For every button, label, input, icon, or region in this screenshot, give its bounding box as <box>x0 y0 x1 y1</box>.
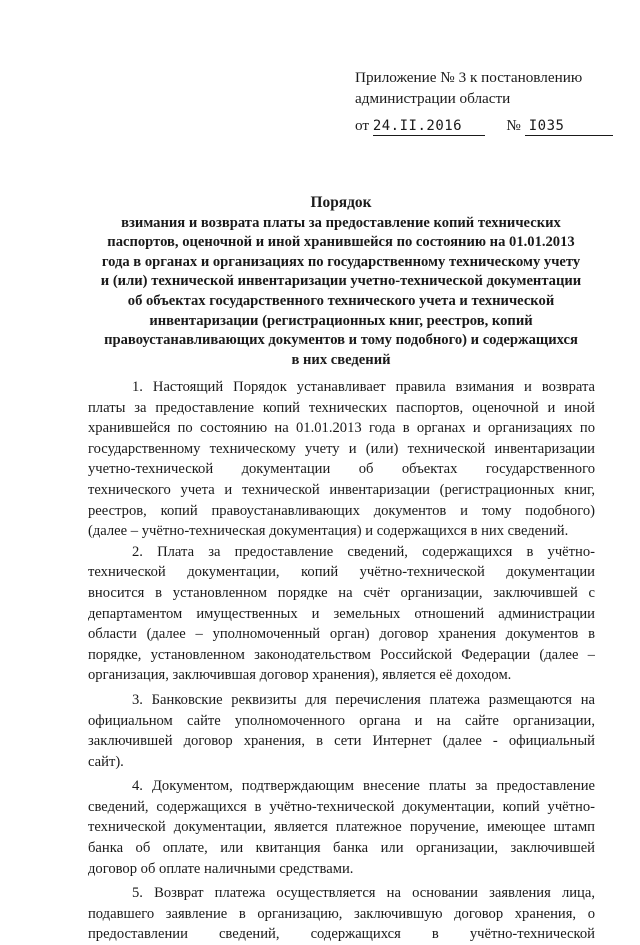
paragraph-line: технической документации, копий учётно-технической документации <box>88 564 595 581</box>
paragraph-line: официальном сайте уполномоченного органа и на сайте организации, <box>88 712 595 729</box>
paragraph <box>88 776 595 879</box>
paragraph-line: вносится в установленном порядке на счёт организации, заключившей с <box>88 584 595 601</box>
paragraph-line: подавшего заявление в организацию, заключившую договор хранения, о <box>88 905 595 922</box>
document-body <box>88 377 595 945</box>
paragraph-line: сайт). <box>88 753 124 770</box>
paragraph-line: договор об оплате наличными средствами. <box>88 860 354 877</box>
paragraph-line: 2. Плата за предоставление сведений, содержащихся в учётно- <box>132 543 595 560</box>
paragraph-line: предоставлении сведений, содержащихся в учётно-технической <box>88 926 595 943</box>
title-line: взимания и возврата платы за предоставление копий технических <box>121 214 561 231</box>
title-line: и (или) технической инвентаризации учетно-технической документации <box>100 273 582 290</box>
paragraph-line: организация, заключившая договор хранения), является её доходом. <box>88 667 512 684</box>
title-line: об объектах государственного технического учета и технической <box>127 292 555 309</box>
paragraph-line: 3. Банковские реквизиты для перечисления платежа размещаются на <box>132 691 595 708</box>
paragraph-line: области (далее – уполномоченный орган) договор хранения документов в <box>88 626 595 643</box>
paragraph-line: хранившейся по состоянию на 01.01.2013 года в органах и организациях по <box>88 420 595 437</box>
title-line: года в органах и организациях по государственному техническому учету <box>101 253 581 270</box>
number-prefix: № <box>506 117 521 134</box>
appendix-note <box>355 67 625 109</box>
paragraph-line: 1. Настоящий Порядок устанавливает правила взимания и возврата <box>132 379 595 395</box>
paragraph <box>88 690 595 772</box>
resolution-dateline <box>355 116 625 136</box>
paragraph-line: порядке, установленном законодательством Российской Федерации (далее – <box>88 646 595 663</box>
title-line: паспортов, оценочной и иной хранившейся по состоянию на 01.01.2013 <box>107 234 575 251</box>
paragraph <box>88 377 595 542</box>
paragraph <box>88 883 595 945</box>
paragraph-line: департаментом имущественных и земельных отношений администрации <box>88 605 595 622</box>
title-line: инвентаризации (регистрационных книг, реестров, копий <box>149 312 533 329</box>
title-line: в них сведений <box>291 351 391 368</box>
paragraph-line: реестров, копий правоустанавливающих документов и тому подобного) <box>88 502 595 519</box>
appendix-line: администрации области <box>355 90 511 107</box>
paragraph-line: 4. Документом, подтверждающим внесение платы за предоставление <box>132 778 595 795</box>
paragraph-line: платы за предоставление копий технических паспортов, оценочной и иной <box>88 399 595 416</box>
paragraph-line: (далее – учётно-техническая документация) и содержащихся в них сведений. <box>88 523 569 540</box>
paragraph-line: технического учета и технической инвентаризации (регистрационных книг, <box>88 481 595 498</box>
paragraph-line: 5. Возврат платежа осуществляется на основании заявления лица, <box>132 885 595 902</box>
paragraph-line: банка об оплате, или квитанция банка или организации, заключившей <box>88 840 595 857</box>
title-heading: Порядок <box>310 194 372 211</box>
resolution-date: 24.II.2016 <box>373 117 485 136</box>
appendix-line: Приложение № 3 к постановлению <box>355 69 583 86</box>
document-title <box>90 193 592 370</box>
paragraph-line: заключившей договор хранения, в сети Интернет (далее - официальный <box>88 733 595 750</box>
paragraph-line: учетно-технической документации об объектах государственного <box>88 461 595 478</box>
paragraph <box>88 542 595 686</box>
title-line: правоустанавливающих документов и тому подобного) и содержащихся <box>104 332 578 349</box>
paragraph-line: государственному техническому учету и (или) технической инвентаризации <box>88 440 595 457</box>
title-lines <box>90 214 592 371</box>
date-prefix: от <box>355 117 370 134</box>
paragraph-line: технической документации, является платежное поручение, имеющее штамп <box>88 819 595 836</box>
paragraph-line: сведений, содержащихся в учётно-технической документации, копий учётно- <box>88 798 595 815</box>
resolution-number: I035 <box>525 117 613 136</box>
